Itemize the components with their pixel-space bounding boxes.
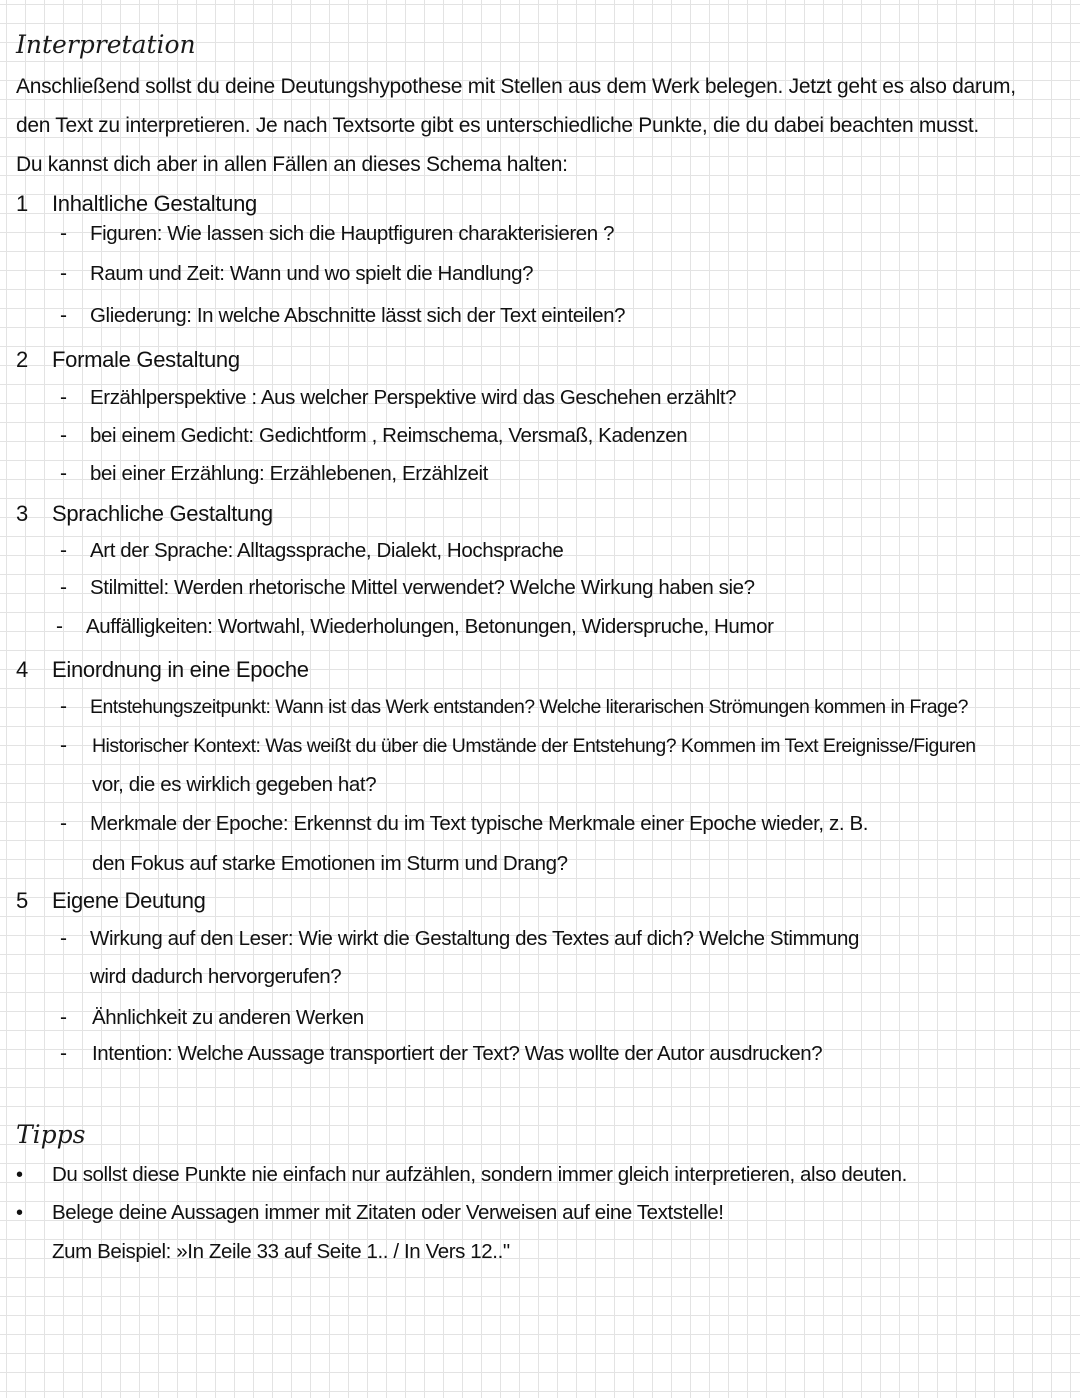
dash-marker: - <box>60 462 67 485</box>
section-title: Formale Gestaltung <box>52 347 240 372</box>
section-item: bei einem Gedicht: Gedichtform , Reimschema, Versmaß, Kadenzen <box>90 424 688 447</box>
section-title: Inhaltliche Gestaltung <box>52 191 257 216</box>
dash-marker: - <box>60 576 67 599</box>
dash-marker: - <box>60 386 67 409</box>
dash-marker: - <box>60 304 67 327</box>
section-item: Entstehungszeitpunkt: Wann ist das Werk entstanden? Welche literarischen Strömungen kommen in Frage? <box>90 696 968 718</box>
intro-line-3: Du kannst dich aber in allen Fällen an dieses Schema halten: <box>16 153 568 176</box>
section-item-continuation: den Fokus auf starke Emotionen im Sturm und Drang? <box>92 852 568 875</box>
section-item: Merkmale der Epoche: Erkennst du im Text typische Merkmale einer Epoche wieder, z. B. <box>90 812 869 835</box>
section-item: bei einer Erzählung: Erzählebenen, Erzählzeit <box>90 462 488 485</box>
dash-marker: - <box>60 1006 67 1029</box>
dash-marker: - <box>56 615 63 638</box>
section-item: Auffälligkeiten: Wortwahl, Wiederholungen, Betonungen, Widerspruche, Humor <box>86 615 774 638</box>
section-item: Stilmittel: Werden rhetorische Mittel verwendet? Welche Wirkung haben sie? <box>90 576 755 599</box>
dash-marker: - <box>60 1042 67 1065</box>
dash-marker: - <box>60 927 67 950</box>
dash-marker: - <box>60 222 67 245</box>
section-item: Gliederung: In welche Abschnitte lässt sich der Text einteilen? <box>90 304 626 327</box>
section-item: Figuren: Wie lassen sich die Hauptfiguren charakterisieren ? <box>90 222 615 245</box>
section-item-continuation: wird dadurch hervorgerufen? <box>90 965 342 988</box>
section-item: Wirkung auf den Leser: Wie wirkt die Gestaltung des Textes auf dich? Welche Stimmung <box>90 927 859 950</box>
page-heading: Interpretation <box>16 30 196 59</box>
tip-example: Zum Beispiel: »In Zeile 33 auf Seite 1.. / In Vers 12.." <box>52 1240 510 1263</box>
section-number: 1 <box>16 191 29 216</box>
section-item: Historischer Kontext: Was weißt du über die Umstände der Entstehung? Kommen im Text Ereignisse/Figuren <box>92 735 976 757</box>
section-item: Intention: Welche Aussage transportiert der Text? Was wollte der Autor ausdrucken? <box>92 1042 823 1065</box>
dash-marker: - <box>60 695 67 718</box>
tip-item: Belege deine Aussagen immer mit Zitaten oder Verweisen auf eine Textstelle! <box>52 1201 724 1224</box>
section-item: Ähnlichkeit zu anderen Werken <box>92 1006 364 1029</box>
dash-marker: - <box>60 262 67 285</box>
bullet-marker: • <box>16 1164 24 1186</box>
section-title: Sprachliche Gestaltung <box>52 501 273 526</box>
dash-marker: - <box>60 812 67 835</box>
section-item: Art der Sprache: Alltagssprache, Dialekt, Hochsprache <box>90 539 564 562</box>
section-title: Einordnung in eine Epoche <box>52 657 309 682</box>
intro-line-2: den Text zu interpretieren. Je nach Textsorte gibt es unterschiedliche Punkte, die du dabei beachten musst. <box>16 114 979 137</box>
tips-heading: Tipps <box>16 1120 86 1149</box>
section-item: Erzählperspektive : Aus welcher Perspektive wird das Geschehen erzählt? <box>90 386 737 409</box>
tip-item: Du sollst diese Punkte nie einfach nur aufzählen, sondern immer gleich interpretieren, also deuten. <box>52 1163 907 1186</box>
section-number: 3 <box>16 501 29 526</box>
dash-marker: - <box>60 424 67 447</box>
section-number: 2 <box>16 347 29 372</box>
section-item: Raum und Zeit: Wann und wo spielt die Handlung? <box>90 262 534 285</box>
dash-marker: - <box>60 539 67 562</box>
intro-line-1: Anschließend sollst du deine Deutungshypothese mit Stellen aus dem Werk belegen. Jetzt geht es also darum, <box>16 75 1016 98</box>
section-number: 5 <box>16 888 29 913</box>
bullet-marker: • <box>16 1202 24 1224</box>
dash-marker: - <box>60 734 67 757</box>
section-item-continuation: vor, die es wirklich gegeben hat? <box>92 773 377 796</box>
section-title: Eigene Deutung <box>52 888 206 913</box>
section-number: 4 <box>16 657 29 682</box>
